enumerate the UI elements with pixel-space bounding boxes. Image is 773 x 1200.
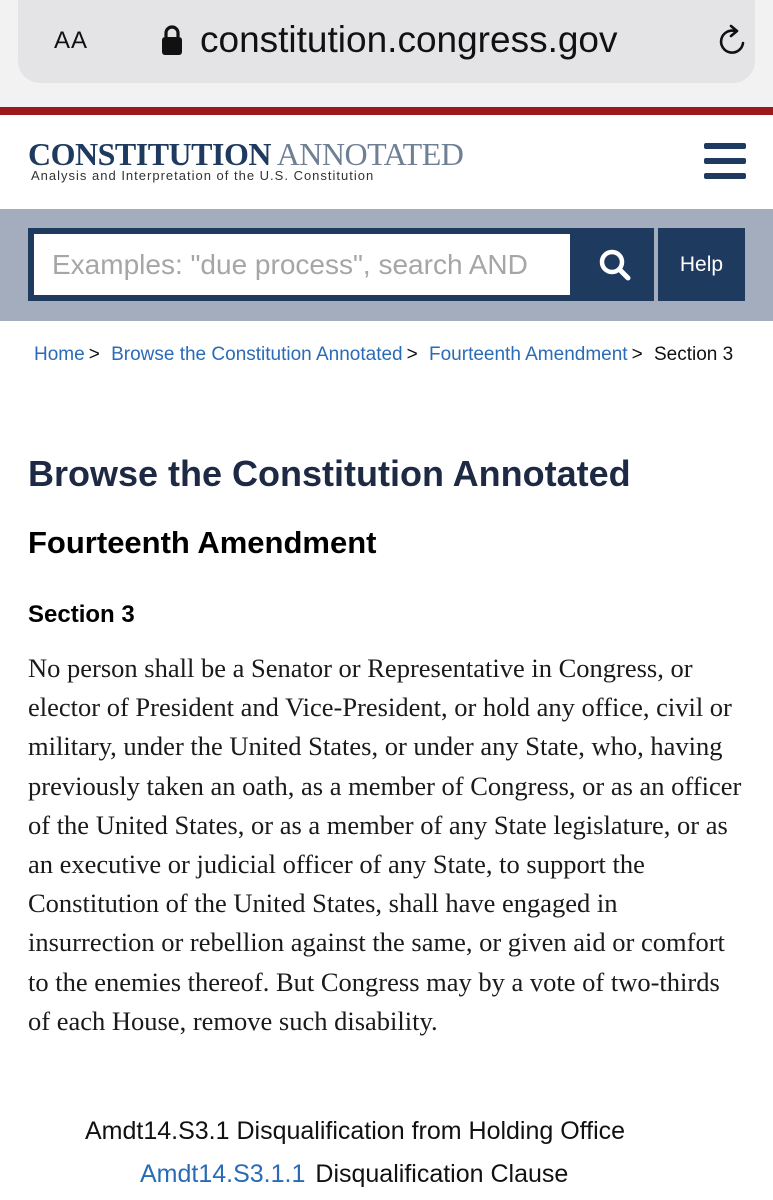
text-size-label: AA [54,27,89,54]
page-title: Browse the Constitution Annotated [28,453,631,494]
breadcrumb-browse[interactable]: Browse the Constitution Annotated [111,344,403,365]
site-header [0,115,773,209]
address-bar[interactable] [18,0,755,83]
toc-item-disqualification-office[interactable]: Amdt14.S3.1 Disqualification from Holding Office [85,1117,626,1145]
url-text[interactable]: constitution.congress.gov [200,19,618,60]
header-red-rule [0,107,773,115]
toc-item-disqualification-clause [140,1160,568,1189]
logo-subtitle: Analysis and Interpretation of the U.S. Constitution [31,168,375,183]
breadcrumb-separator: > [88,344,100,365]
breadcrumb-separator: > [631,344,643,365]
section-title: Section 3 [28,601,135,628]
amendment-title: Fourteenth Amendment [28,525,377,560]
reload-icon[interactable] [716,24,750,58]
logo-bold-text: CONSTITUTION [28,136,271,172]
breadcrumb-separator: > [406,344,418,365]
search-icon [598,248,632,282]
section-text: No person shall be a Senator or Representative in Congress, or elector of President and Vice-President, or hold any office, civil or military, under the United States, or under any State, who, having previously taken an oath, as a member of Congress, or as an officer of the United States, or as a member of any State legislature, or as an executive or judicial officer of any State, to support the Constitution of the United States, shall have engaged in insurrection or rebellion against the same, or given aid or comfort to the enemies thereof. But Congress may by a vote of two-thirds of each House, remove such disability. [28,653,742,1036]
lock-icon [161,24,183,56]
toc-item-label: Disqualification Clause [315,1160,569,1188]
search-box [28,228,576,301]
breadcrumb-current: Section 3 [653,344,734,365]
text-size-button[interactable] [54,24,98,58]
search-band [0,209,773,321]
site-logo[interactable] [28,137,463,171]
breadcrumb-home[interactable]: Home [34,344,85,365]
browser-toolbar [0,0,773,107]
logo-light-text: ANNOTATED [276,136,464,172]
breadcrumb [34,340,734,370]
hamburger-menu-icon[interactable] [704,143,746,179]
search-button[interactable] [576,228,654,301]
breadcrumb-amendment[interactable]: Fourteenth Amendment [429,344,628,365]
search-input[interactable] [34,234,570,295]
toc-item-code-link[interactable]: Amdt14.S3.1.1 [140,1160,306,1188]
help-button[interactable]: Help [658,228,745,301]
